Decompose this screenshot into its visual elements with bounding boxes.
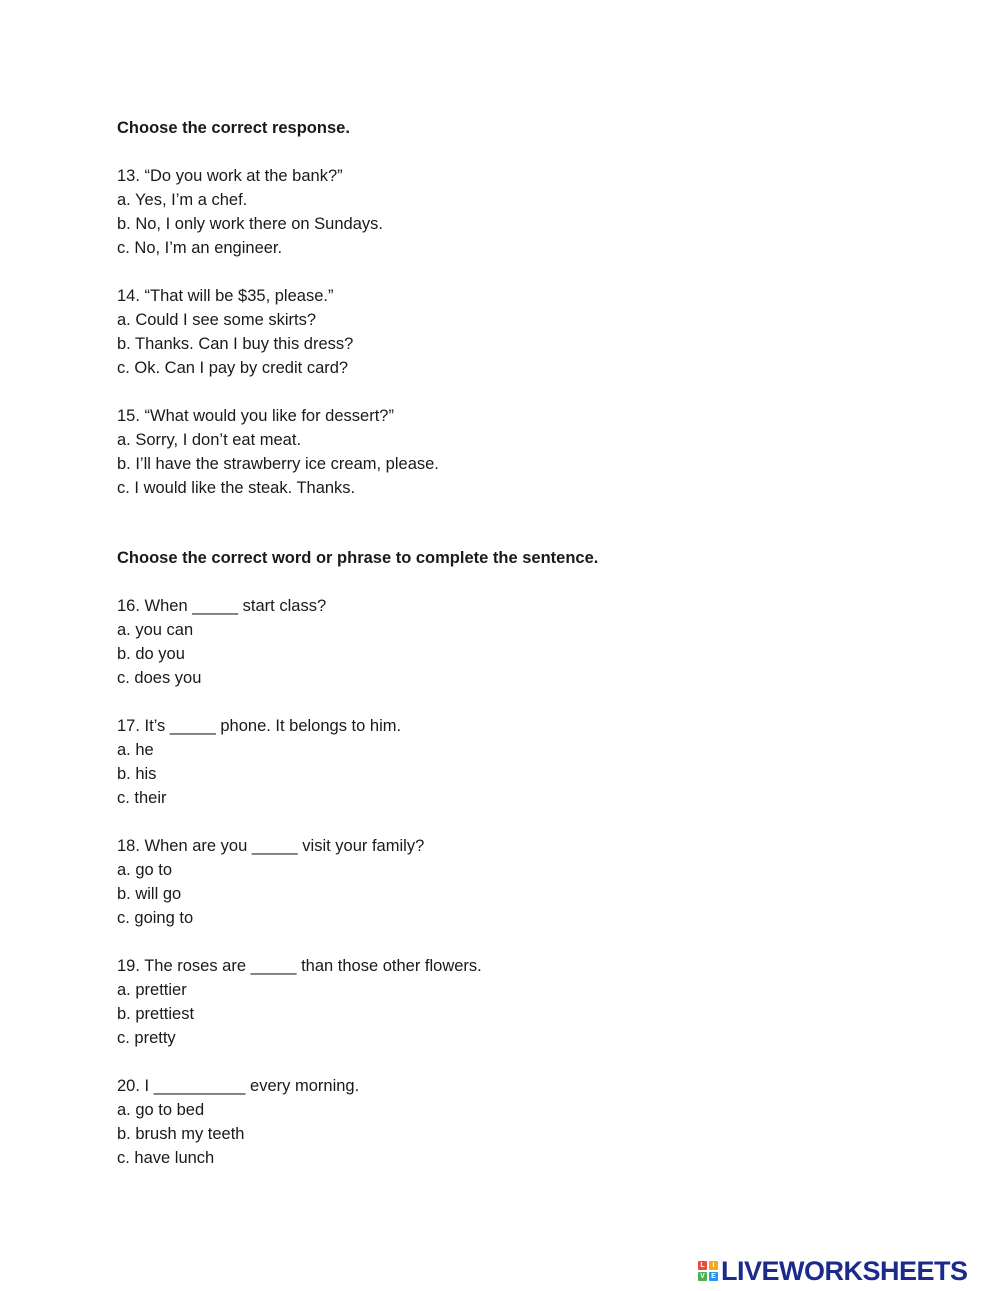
answer-option[interactable]: c. No, I’m an engineer. [117,239,283,257]
question-prompt: 20. I __________ every morning. [117,1077,360,1095]
answer-option[interactable]: a. go to [117,861,173,879]
answer-option[interactable]: c. their [117,789,167,807]
answer-option[interactable]: a. you can [117,621,194,639]
question-prompt: 18. When are you _____ visit your family? [117,837,425,855]
answer-option[interactable]: c. does you [117,669,202,687]
question-14 [117,284,957,380]
question-prompt: 17. It’s _____ phone. It belongs to him. [117,717,402,735]
answer-option[interactable]: c. I would like the steak. Thanks. [117,479,356,497]
question-prompt: 13. “Do you work at the bank?” [117,167,343,185]
answer-option[interactable]: c. Ok. Can I pay by credit card? [117,359,349,377]
section-2-heading: Choose the correct word or phrase to complete the sentence. [117,549,599,567]
answer-option[interactable]: b. No, I only work there on Sundays. [117,215,383,233]
answer-option[interactable]: b. do you [117,645,185,663]
question-prompt: 19. The roses are _____ than those other flowers. [117,957,482,975]
liveworksheets-logo [698,1256,968,1286]
question-prompt: 16. When _____ start class? [117,597,327,615]
logo-block: V [698,1272,707,1281]
answer-option[interactable]: c. pretty [117,1029,176,1047]
section-1-heading: Choose the correct response. [117,119,350,137]
logo-block: E [709,1272,718,1281]
logo-block: I [709,1261,718,1270]
answer-option[interactable]: a. Sorry, I don’t eat meat. [117,431,302,449]
logo-text: LIVEWORKSHEETS [721,1256,968,1286]
answer-option[interactable]: b. will go [117,885,182,903]
question-19 [117,954,957,1050]
answer-option[interactable]: a. he [117,741,154,759]
answer-option[interactable]: a. prettier [117,981,187,999]
answer-option[interactable]: a. Yes, I’m a chef. [117,191,248,209]
answer-option[interactable]: c. have lunch [117,1149,215,1167]
answer-option[interactable]: b. prettiest [117,1005,195,1023]
answer-option[interactable]: b. I’ll have the strawberry ice cream, please. [117,455,439,473]
worksheet [117,116,957,1170]
answer-option[interactable]: c. going to [117,909,194,927]
question-17 [117,714,957,810]
answer-option[interactable]: a. Could I see some skirts? [117,311,316,329]
question-prompt: 15. “What would you like for dessert?” [117,407,394,425]
question-prompt: 14. “That will be $35, please.” [117,287,334,305]
question-18 [117,834,957,930]
answer-option[interactable]: a. go to bed [117,1101,205,1119]
question-16 [117,594,957,690]
answer-option[interactable]: b. brush my teeth [117,1125,245,1143]
answer-option[interactable]: b. Thanks. Can I buy this dress? [117,335,354,353]
logo-block: L [698,1261,707,1270]
question-13 [117,164,957,260]
question-15 [117,404,957,500]
answer-option[interactable]: b. his [117,765,157,783]
question-20 [117,1074,957,1170]
logo-blocks-icon [698,1261,718,1281]
